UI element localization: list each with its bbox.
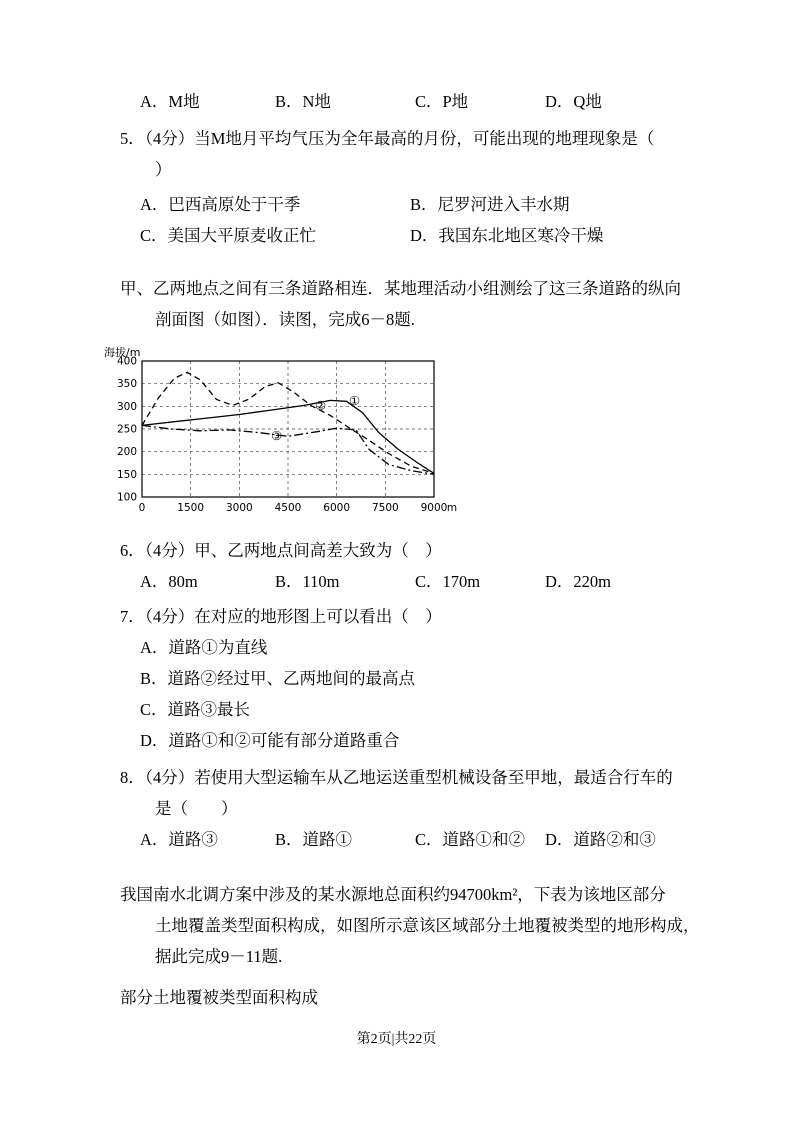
x-tick-label: 7500 xyxy=(371,502,399,514)
q7-option-b: B．道路②经过甲、乙两地间的最高点 xyxy=(140,669,416,688)
q7-option-a: A．道路①为直线 xyxy=(140,638,268,657)
intro-9-11-line2: 土地覆盖类型面积构成，如图所示意该区域部分土地覆被类型的地形构成， xyxy=(155,916,700,935)
q8-option-c: C．道路①和② xyxy=(415,830,526,849)
intro-6-8-line2: 剖面图（如图）．读图，完成6－8题. xyxy=(155,310,415,329)
x-tick-label: 1500 xyxy=(177,502,205,514)
intro-paragraph-9-11 xyxy=(120,879,700,972)
q8-option-a: A．道路③ xyxy=(140,830,218,849)
q8-option-d: D．道路②和③ xyxy=(545,830,656,849)
intro-9-11-line1: 我国南水北调方案中涉及的某水源地总面积约94700km²，下表为该地区部分 xyxy=(120,885,666,904)
question-5 xyxy=(120,123,690,185)
x-tick-label: 0 xyxy=(138,502,146,514)
y-tick-label: 300 xyxy=(116,400,137,413)
intro-paragraph-6-8 xyxy=(120,273,690,335)
road-1-label: ① xyxy=(348,392,361,408)
q6-option-b: B．110m xyxy=(275,572,340,591)
x-tick-label: 6000 xyxy=(323,502,351,514)
question-8-text: 8．（4分）若使用大型运输车从乙地运送重型机械设备至甲地，最适合行车的 xyxy=(120,768,673,787)
land-cover-table-title: 部分土地覆被类型面积构成 xyxy=(120,988,318,1007)
question-5-text-cont: ） xyxy=(155,160,172,179)
q5-options xyxy=(120,189,690,251)
q8-options-row xyxy=(120,824,690,855)
x-axis-unit: m xyxy=(446,502,458,514)
road-3-label: ③ xyxy=(271,427,283,443)
q4-option-b: B．N地 xyxy=(275,92,331,111)
question-7-text: 7．（4分）在对应的地形图上可以看出（ ） xyxy=(120,607,442,626)
q7-option-c: C．道路③最长 xyxy=(140,700,251,719)
q4-option-d: D．Q地 xyxy=(545,92,602,111)
q5-option-b: B．尼罗河进入丰水期 xyxy=(410,195,570,214)
q4-option-a: A．M地 xyxy=(140,92,200,111)
q4-option-c: C．P地 xyxy=(415,92,469,111)
road-2-label: ② xyxy=(314,397,327,413)
q5-option-a: A．巴西高原处于干季 xyxy=(140,195,301,214)
intro-9-11-line3: 据此完成9－11题. xyxy=(155,947,283,966)
page-content xyxy=(104,86,700,1013)
y-tick-label: 250 xyxy=(116,423,137,436)
page-number-footer: 第2页|共22页 xyxy=(356,1032,437,1047)
question-5-text: 5．（4分）当M地月平均气压为全年最高的月份，可能出现的地理现象是（ xyxy=(120,129,655,148)
q7-option-d: D．道路①和②可能有部分道路重合 xyxy=(140,731,400,750)
elevation-profile-chart xyxy=(100,347,464,521)
q6-options-row xyxy=(120,566,690,597)
y-tick-label: 100 xyxy=(116,491,137,504)
x-tick-label: 4500 xyxy=(274,502,302,514)
q4-options-row xyxy=(120,86,690,117)
q7-options xyxy=(120,632,690,756)
q6-option-a: A．80m xyxy=(140,572,198,591)
q8-option-b: B．道路① xyxy=(275,830,353,849)
question-6-text: 6．（4分）甲、乙两地点间高差大致为（ ） xyxy=(120,541,442,560)
question-8-text-cont: 是（ ） xyxy=(155,799,238,818)
question-8 xyxy=(120,762,690,824)
q5-option-c: C．美国大平原麦收正忙 xyxy=(140,226,317,245)
q5-option-d: D．我国东北地区寒冷干燥 xyxy=(410,226,604,245)
elevation-profile-figure xyxy=(100,347,690,531)
y-tick-label: 150 xyxy=(116,468,137,481)
x-tick-label: 3000 xyxy=(225,502,253,514)
q6-option-c: C．170m xyxy=(415,572,481,591)
x-tick-label: 9000 xyxy=(420,502,448,514)
y-tick-label: 200 xyxy=(116,446,137,459)
y-axis-label: 海拔/m xyxy=(104,347,141,359)
intro-6-8-line1: 甲、乙两地点之间有三条道路相连．某地理活动小组测绘了这三条道路的纵向 xyxy=(120,279,681,298)
y-tick-label: 350 xyxy=(116,378,137,391)
y-tick-label: 400 xyxy=(116,355,137,368)
q6-option-d: D．220m xyxy=(545,572,611,591)
road-3-profile-line xyxy=(142,425,434,474)
